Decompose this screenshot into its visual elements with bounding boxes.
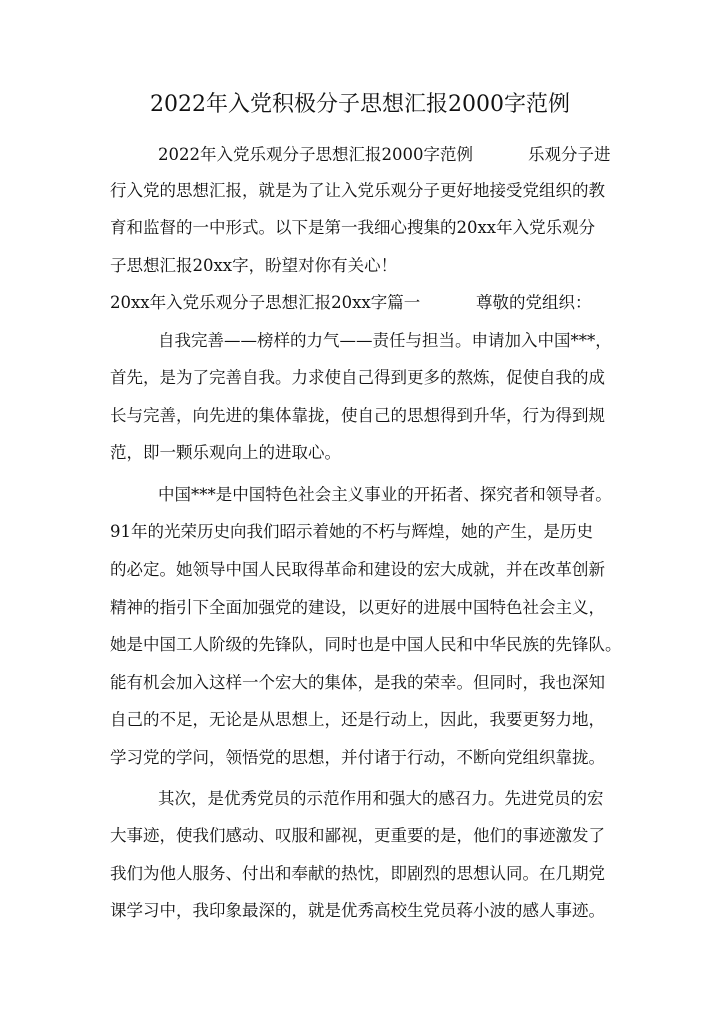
salutation: 尊敬的党组织： [476,293,592,312]
section-heading: 20xx年入党乐观分子思想汇报20xx字篇一 [110,293,421,312]
paragraph-line: 行入党的思想汇报，就是为了让入党乐观分子更好地接受党组织的教 [110,181,605,200]
paragraph-line: 能有机会加入这样一个宏大的集体，是我的荣幸。但同时，我也深知 [110,673,605,692]
paragraph-line: 子思想汇报20xx字，盼望对你有关心！ [110,256,398,275]
paragraph-line: 2022年入党乐观分子思想汇报2000字范例 [158,145,473,164]
paragraph-line: 大事迹，使我们感动、叹服和鄙视，更重要的是，他们的事迹激发了 [110,826,605,845]
paragraph-line-tail: 乐观分子进 [528,145,611,164]
paragraph-line: 长与完善，向先进的集体靠拢，使自己的思想得到升华，行为得到规 [110,406,605,425]
paragraph-line: 她是中国工人阶级的先锋队，同时也是中国人民和中华民族的先锋队。 [110,635,622,654]
paragraph-line: 的必定。她领导中国人民取得革命和建设的宏大成就，并在改革创新 [110,560,605,579]
paragraph-line: 课学习中，我印象最深的，就是优秀高校生党员蒋小波的感人事迹。 [110,901,605,920]
paragraph-line: 自己的不足，无论是从思想上，还是行动上，因此，我要更努力地， [110,710,605,729]
paragraph-line: 91年的光荣历史向我们昭示着她的不朽与辉煌，她的产生，是历史 [110,522,593,541]
paragraph-line: 范，即一颗乐观向上的进取心。 [110,443,341,462]
paragraph-line: 精神的指引下全面加强党的建设，以更好的进展中国特色社会主义， [110,598,605,617]
paragraph-line: 学习党的学问，领悟党的思想，并付诸于行动，不断向党组织靠拢。 [110,748,605,767]
paragraph-line: 我们为他人服务、付出和奉献的热忱，即剧烈的思想认同。在几期党 [110,864,605,883]
paragraph-line: 其次，是优秀党员的示范作用和强大的感召力。先进党员的宏 [158,789,604,808]
document-title: 2022年入党积极分子思想汇报2000字范例 [150,92,570,117]
paragraph-line: 中国***是中国特色社会主义事业的开拓者、探究者和领导者。 [158,485,612,504]
paragraph-line: 育和监督的一中形式。以下是第一我细心搜集的20xx年入党乐观分 [110,218,596,237]
paragraph-line: 自我完善——榜样的力气——责任与担当。申请加入中国***， [158,331,612,350]
paragraph-line: 首先，是为了完善自我。力求使自己得到更多的熬炼，促使自我的成 [110,368,605,387]
